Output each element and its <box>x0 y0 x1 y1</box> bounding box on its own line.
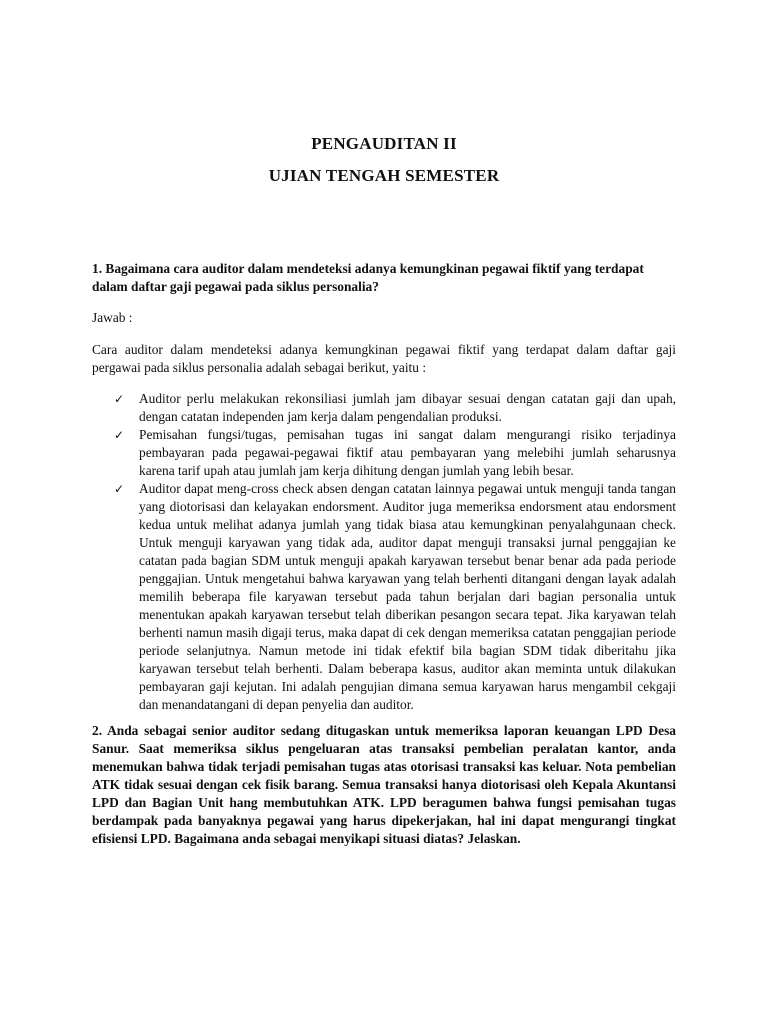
check-mark-icon: ✓ <box>114 482 125 497</box>
answer-point-text: Pemisahan fungsi/tugas, pemisahan tugas ini sangat dalam mengurangi risiko terjadinya pembayaran pada pegawai-pegawai fiktif atau pembayaran yang melebihi jumlah seharusnya karena tarif upah atau jumlah jam kerja dihitung dengan jumlah yang lebih besar. <box>139 427 676 479</box>
document-title: PENGAUDITAN II <box>311 134 457 153</box>
answer-intro: Cara auditor dalam mendeteksi adanya kemungkinan pegawai fiktif yang terdapat dalam daftar gaji pergawai pada siklus personalia adalah sebagai berikut, yaitu : <box>92 341 676 375</box>
question-2: 2. Anda sebagai senior auditor sedang ditugaskan untuk memeriksa laporan keuangan LPD Desa Sanur. Saat memeriksa siklus pengeluaran atas transaksi pembelian peralatan kantor, anda menemukan bahwa tidak terjadi pemisahan tugas atas otorisasi transaksi kas keluar. Nota pembelian ATK tidak sesuai dengan cek fisik barang. Semua transaksi hanya diotorisasi oleh Kepala Akuntansi LPD dan Bagian Unit hang membutuhkan ATK. LPD beragumen bahwa fungsi pemisahan tugas berdampak pada banyaknya pegawai yang harus dipekerjakan, hal ini dapat mengurangi tingkat efisiensi LPD. Bagaimana anda sebagai menyikapi situasi diatas? Jelaskan. <box>92 723 676 847</box>
answer-point <box>114 390 676 426</box>
check-mark-icon: ✓ <box>114 428 125 443</box>
answer-point <box>114 426 676 480</box>
answer-label: Jawab : <box>92 310 133 326</box>
answer-points-list <box>92 390 676 714</box>
answer-point-text: Auditor dapat meng-cross check absen dengan catatan lainnya pegawai untuk menguji tanda tangan yang diotorisasi dan kelayakan endorsment. Auditor juga memeriksa endorsment atau endorsment kedua untuk melihat adanya jumlah yang tidak biasa atau kemungkinan penyalahgunaan check. Untuk menguji karyawan yang tidak ada, auditor dapat menguji transaksi jurnal penggajian ke catatan pada bagian SDM untuk menguji apakah karyawan tersebut benar benar ada pada periode penggajian. Untuk mengetahui bahwa karyawan yang telah berhenti ditangani dengan layak adalah memilih beberapa file karyawan tersebut pada tahun berjalan dari bagian personalia untuk menentukan apakah karyawan tersebut telah diberikan pesangon secara tepat. Jika karyawan telah berhenti namun masih digaji terus, maka dapat di cek dengan memeriksa catatan penggajian periode periode selanjutnya. Namun metode ini tidak efektif bila bagian SDM tidak diberitahu jika karyawan tersebut telah berhenti. Dalam beberapa kasus, auditor akan meminta untuk dilakukan pembayaran gaji kejutan. Ini adalah pengujian dimana semua karyawan harus mengambil cekgaji dan menandatangani di depan penyelia dan auditor. <box>139 481 676 713</box>
answer-point-text: Auditor perlu melakukan rekonsiliasi jumlah jam dibayar sesuai dengan catatan gaji dan upah, dengan catatan independen jam kerja dalam pengendalian produksi. <box>139 391 676 425</box>
answer-point <box>114 480 676 714</box>
document-subtitle: UJIAN TENGAH SEMESTER <box>268 166 500 185</box>
question-1: 1. Bagaimana cara auditor dalam mendeteksi adanya kemungkinan pegawai fiktif yang terdapat dalam daftar gaji pegawai pada siklus personalia? <box>92 261 644 294</box>
check-mark-icon: ✓ <box>114 392 125 407</box>
title-block <box>92 0 676 188</box>
